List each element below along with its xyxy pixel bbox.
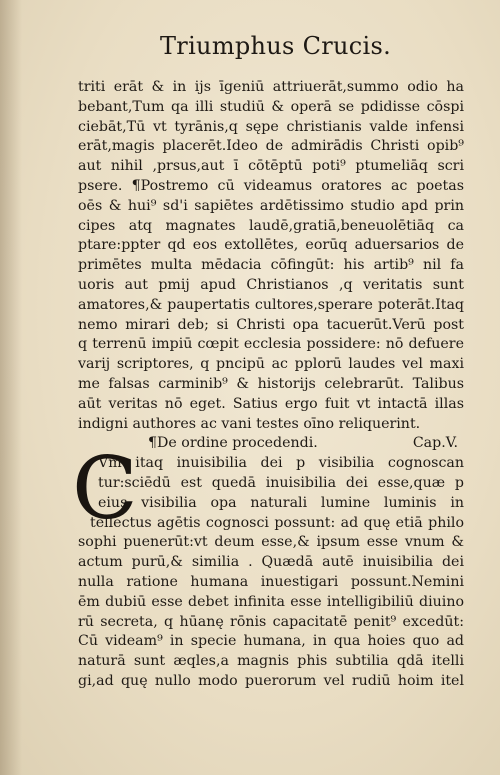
text-line: triti erāt & in ijs īgeniū attriuerāt,summo odio ha bbox=[78, 79, 464, 95]
text-line: Vm itaq inuisibilia dei p visibilia cognoscan bbox=[98, 455, 464, 472]
drop-cap-initial: C bbox=[72, 439, 138, 540]
text-line: actum purū,& similia . Quædā autē inuisibilia dei bbox=[78, 554, 464, 571]
text-line: varij scriptores, q pncipū ac pplorū laudes vel maxi bbox=[78, 356, 464, 373]
text-line: ēm dubiū esse debet infinita esse intelligibiliū diuino bbox=[78, 593, 464, 610]
text-line: aūt veritas nō eget. Satius ergo fuit vt intactā illas bbox=[78, 395, 464, 412]
text-line: oēs & hui⁹ sd'i sapiētes ardētissimo studio apd prin bbox=[78, 197, 464, 214]
text-line: Cū videam⁹ in specie humana, in qua hoies quo ad bbox=[78, 633, 464, 650]
text-line: rū secreta, q hūanę rōnis capacitatē penit⁹ excedūt: bbox=[78, 613, 464, 630]
text-line: tur:sciēdū est quedā inuisibilia dei esse,quæ p bbox=[98, 474, 464, 491]
chapter-title: ¶De ordine procedendi. bbox=[148, 435, 318, 452]
text-line: primētes multa mēdacia cōfingūt: his artib⁹ nil fa bbox=[78, 257, 464, 274]
text-line: q terrenū impiū cœpit ecclesia possidere: nō defuere bbox=[78, 336, 464, 353]
text-line: tellectus agētis cognosci possunt: ad quę etiā philo bbox=[90, 514, 464, 531]
text-line: eius visibilia opa naturali lumine luminis in bbox=[98, 494, 464, 511]
text-line: erāt,magis placerēt.Ideo de admirādis Christi opib⁹ bbox=[78, 138, 464, 155]
text-line: bebant,Tum qa illi studiū & operā se pdidisse cōspi bbox=[78, 98, 464, 115]
text-line: aut nihil ,prsus,aut ī cōtēptū poti⁹ ptumeliāq scri bbox=[78, 158, 464, 175]
text-line: naturā sunt æqles,a magnis phis subtilia qdā itelli bbox=[78, 653, 464, 670]
text-line: ciebāt,Tū vt tyrānis,q sępe christianis valde infensi bbox=[78, 118, 464, 135]
text-line: nemo mirari deb; si Christi opa tacuerūt.Verū post bbox=[78, 316, 464, 333]
gutter-shadow bbox=[0, 0, 22, 775]
chapter-number: Cap.V. bbox=[412, 435, 458, 452]
text-block bbox=[72, 78, 464, 692]
text-line: cipes atq magnates laudē,gratiā,beneuolētiāq ca bbox=[78, 217, 464, 234]
text-line: me falsas carminib⁹ & historijs celebrarūt. Talibus bbox=[78, 375, 464, 392]
text-line: psere. ¶Postremo cū videamus oratores ac poetas bbox=[78, 177, 464, 194]
text-line: nulla ratione humana inuestigari possunt.Nemini bbox=[78, 573, 464, 590]
text-line: gi,ad quę nullo modo puerorum vel rudiū hoim itel bbox=[78, 672, 464, 689]
text-line: sophi puenerūt:vt deum esse,& ipsum esse vnum & bbox=[78, 534, 464, 551]
text-line: uoris aut pmij apud Christianos ,q veritatis sunt bbox=[78, 276, 464, 293]
text-line: ptare:ppter qd eos extollētes, eorūq aduersarios de bbox=[78, 237, 464, 254]
running-head: Triumphus Crucis. bbox=[160, 32, 392, 60]
text-line: indigni authores ac vani testes oīno reliquerint. bbox=[78, 415, 421, 432]
text-line: amatores,& paupertatis cultores,sperare poterāt.Itaq bbox=[78, 296, 464, 313]
